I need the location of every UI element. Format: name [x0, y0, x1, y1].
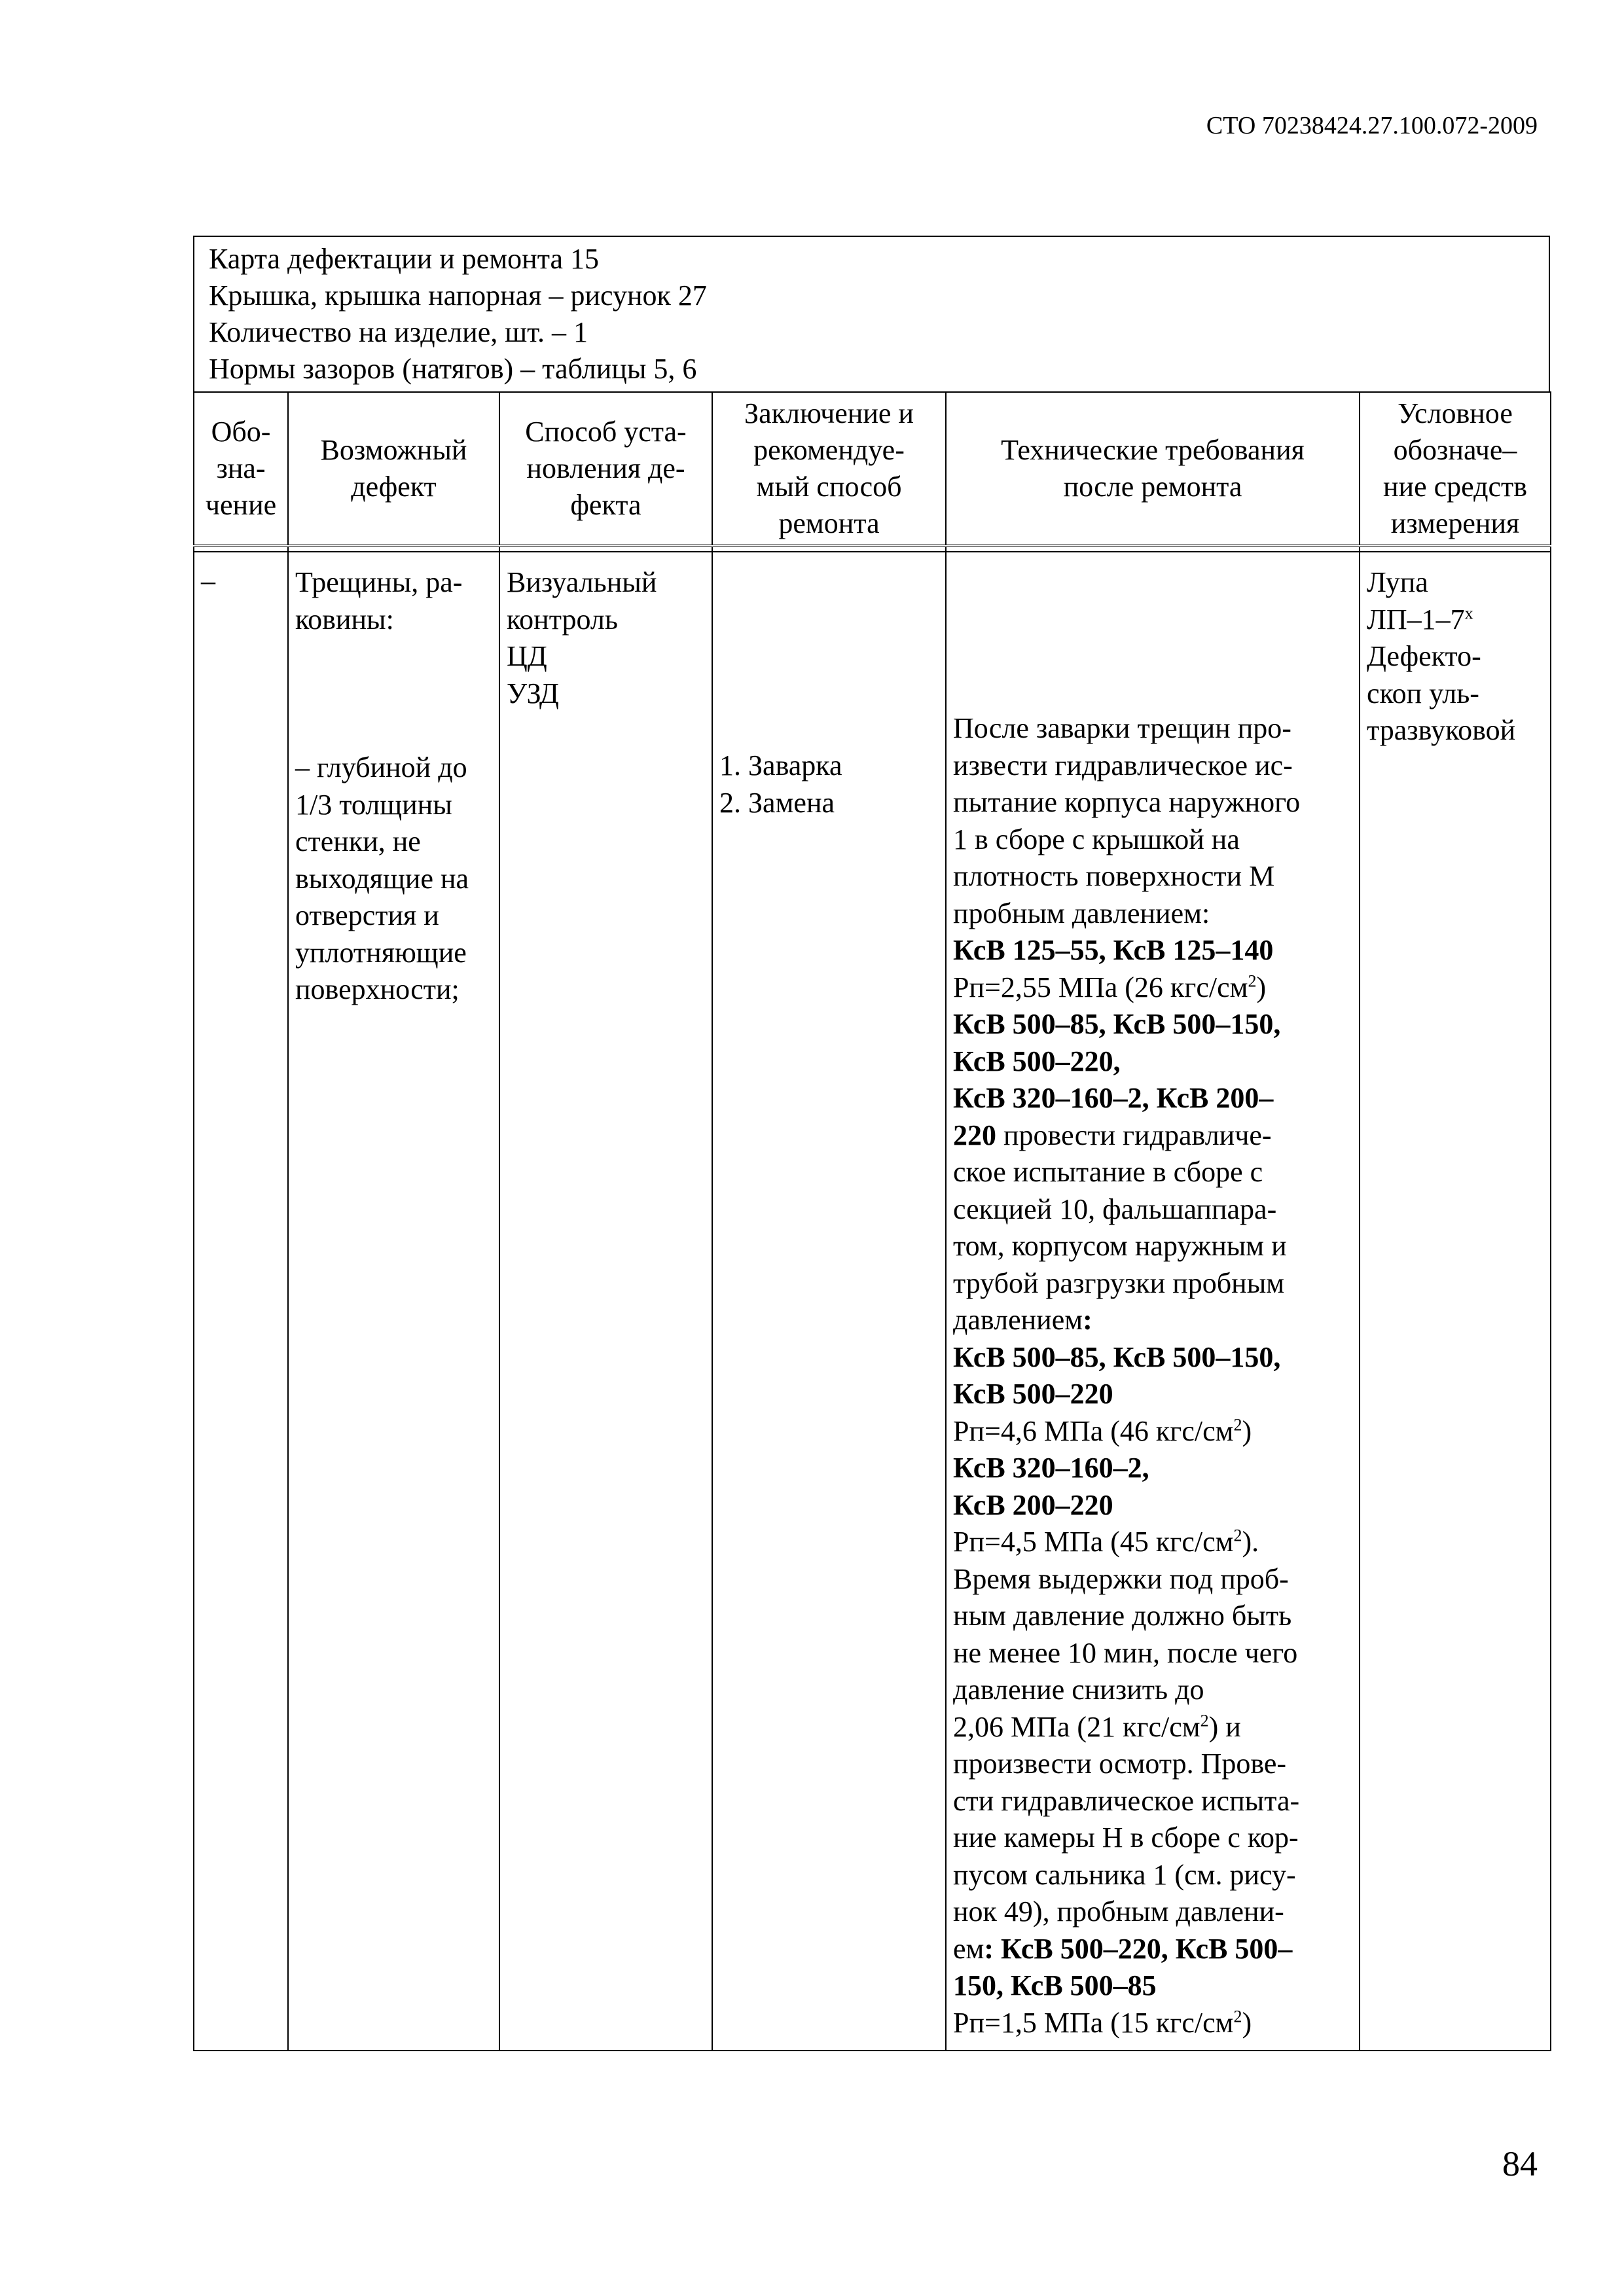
card-part: Крышка, крышка напорная – рисунок 27 — [209, 279, 707, 312]
defect-table — [193, 391, 1551, 2051]
document-code: СТО 70238424.27.100.072-2009 — [1206, 112, 1538, 139]
card-clearances: Нормы зазоров (натягов) – таблицы 5, 6 — [209, 353, 697, 385]
method-cell: Визуальный контроль ЦД УЗД — [499, 552, 712, 2051]
card-title: Карта дефектации и ремонта 15 — [209, 243, 599, 275]
header-separator — [194, 546, 1551, 552]
instruments-cell: Лупа $ЛП-1-7^х$ Дефекто- скоп уль- тразвуковой — [1360, 552, 1551, 2051]
table-header-row — [194, 392, 1551, 546]
column-header-requirements: Технические требования после ремонта — [946, 392, 1360, 546]
repair-cell: 1. Заварка 2. Замена — [712, 552, 946, 2051]
page-number: 84 — [1502, 2144, 1538, 2183]
column-header-repair: Заключение и рекомендуе- мый способ ремонта — [712, 392, 946, 546]
defect-card — [193, 236, 1550, 2051]
column-header-designation: Обо- зна- чение — [194, 392, 288, 546]
column-header-instruments: Условное обозначе– ние средств измерения — [1360, 392, 1551, 546]
designation-cell: – — [194, 552, 288, 2051]
card-quantity: Количество на изделие, шт. – 1 — [209, 316, 588, 348]
table-row — [194, 552, 1551, 2051]
requirements-cell: После заварки трещин про- извести гидравлическое ис- пытание корпуса наружного 1 в сборе с крышкой на плотность поверхности М пробным давлением: КсВ 125–55, КсВ 125–140 Рп=2,55 МПа (26 кгс/$см^2$) КсВ 500–85, КсВ 500–150, КсВ 500–220, КсВ 320–160–2, КсВ 200– 220 провести гидравличе- ское испытание в сборе с секцией 10, фальшаппара- том, корпусом наружным и трубой разгрузки пробным давлением: КсВ 500–85, КсВ 500–150, КсВ 500–220 Рп=4,6 МПа (46 кгс/$см^2$) КсВ 320–160–2, КсВ 200–220 Рп=4,5 МПа (45 кгс/$см^2$). Время выдержки под проб- ным давление должно быть не менее 10 мин, после чего давление снизить до 2,06 МПа (21 кгс/$см^2$) и произвести осмотр. Прове- сти гидравлическое испыта- ние камеры Н в сборе с кор- пусом сальника 1 (см. рису- нок 49), пробным давлени- ем: КсВ 500–220, КсВ 500– 150, КсВ 500–85 Рп=1,5 МПа (15 кгс/$см^2$) — [946, 552, 1360, 2051]
defect-cell: Трещины, ра- ковины: – глубиной до 1/3 толщины стенки, не выходящие на отверстия и уплотняющие поверхности; — [288, 552, 499, 2051]
card-heading — [193, 236, 1550, 391]
column-header-defect: Возможный дефект — [288, 392, 499, 546]
column-header-method: Способ уста- новления де- фекта — [499, 392, 712, 546]
